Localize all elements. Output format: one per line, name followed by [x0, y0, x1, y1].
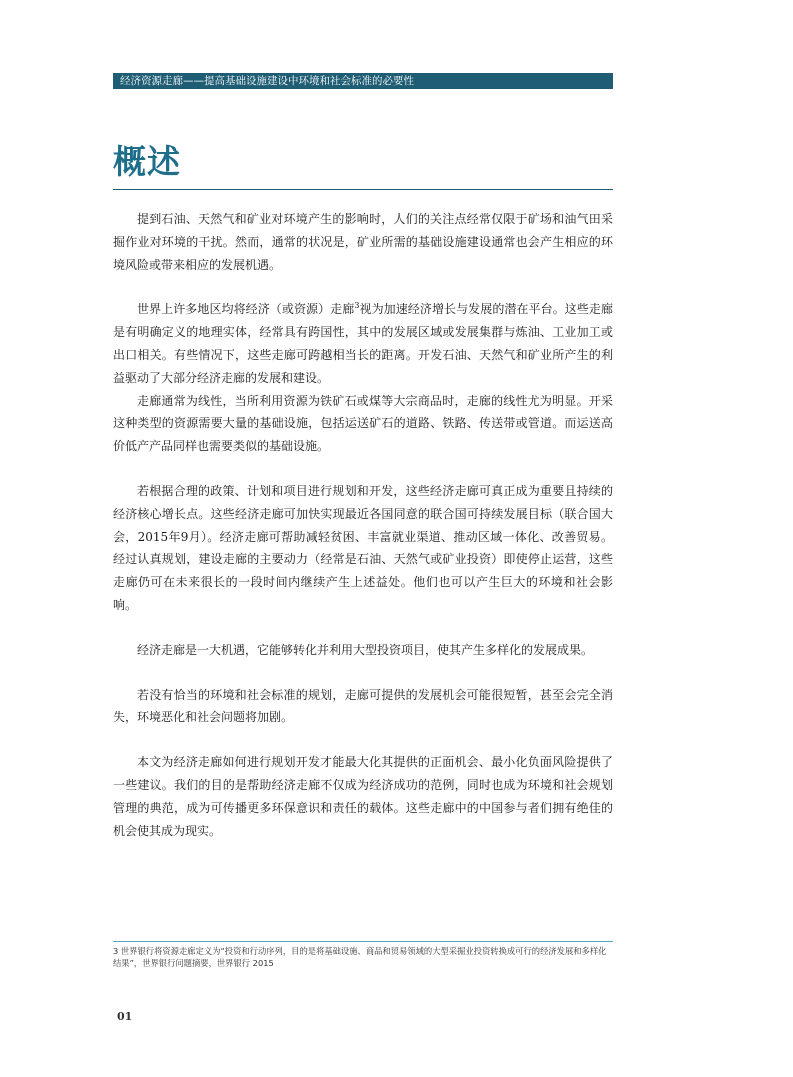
- paragraph-5: 经济走廊是一大机遇，它能够转化并利用大型投资项目，使其产生多样化的发展成果。: [137, 642, 594, 657]
- footnote-reference: 3: [354, 301, 360, 311]
- page-number: 01: [117, 1010, 133, 1023]
- paragraph-6: 若没有恰当的环境和社会标准的规划，走廊可提供的发展机会可能很短暂，甚至会完全消失，环境恶化和社会问题将加剧。: [113, 687, 613, 725]
- paragraph-2-lead: 世界上许多地区均将经济（或资源）走廊: [137, 302, 355, 317]
- running-header: 经济资源走廊——提高基础设施建设中环境和社会标准的必要性: [113, 73, 613, 89]
- paragraph-3: 走廊通常为线性，当所利用资源为铁矿石或煤等大宗商品时，走廊的线性尤为明显。开采这种类型的资源需要大量的基础设施，包括运送矿石的道路、铁路、传送带或管道。而运送高价低产产品同样也需要类似的基础设施。: [113, 393, 613, 454]
- footnote-divider: [113, 941, 613, 942]
- paragraph-2: [113, 298, 613, 389]
- body-text: [113, 208, 613, 842]
- paragraph-1: 提到石油、天然气和矿业对环境产生的影响时，人们的关注点经常仅限于矿场和油气田采掘作业对环境的干扰。然而，通常的状况是，矿业所需的基础设施建设通常也会产生相应的环境风险或带来相应的发展机遇。: [113, 212, 613, 272]
- footnote: 3 世界银行将资源走廊定义为“投资和行动序列，目的是将基础设施、商品和贸易领域的大型采掘业投资转换成可行的经济发展和多样化结果”，世界银行问题摘要，世界银行 2015: [113, 946, 607, 968]
- page-title: 概述: [113, 142, 181, 181]
- paragraph-4: 若根据合理的政策、计划和项目进行规划和开发，这些经济走廊可真正成为重要且持续的经济核心增长点。这些经济走廊可加快实现最近各国同意的联合国可持续发展目标（联合国大会，2015年9月）。经济走廊可帮助减轻贫困、丰富就业渠道、推动区域一体化、改善贸易。经过认真规划，建设走廊的主要动力（经常是石油、天然气或矿业投资）即使停止运营，这些走廊仍可在未来很长的一段时间内继续产生上述益处。他们也可以产生巨大的环境和社会影响。: [113, 483, 613, 612]
- paragraph-2-rest: 视为加速经济增长与发展的潜在平台。这些走廊是有明确定义的地理实体，经常具有跨国性，其中的发展区域或发展集群与炼油、工业加工或出口相关。有些情况下，这些走廊可跨越相当长的距离。开发石油、天然气和矿业所产生的利益驱动了大部分经济走廊的发展和建设。: [113, 302, 613, 385]
- title-divider: [113, 189, 613, 190]
- paragraph-7: 本文为经济走廊如何进行规划开发才能最大化其提供的正面机会、最小化负面风险提供了一些建议。我们的目的是帮助经济走廊不仅成为经济成功的范例，同时也成为环境和社会规划管理的典范，成为可传播更多环保意识和责任的载体。这些走廊中的中国参与者们拥有绝佳的机会使其成为现实。: [113, 755, 613, 838]
